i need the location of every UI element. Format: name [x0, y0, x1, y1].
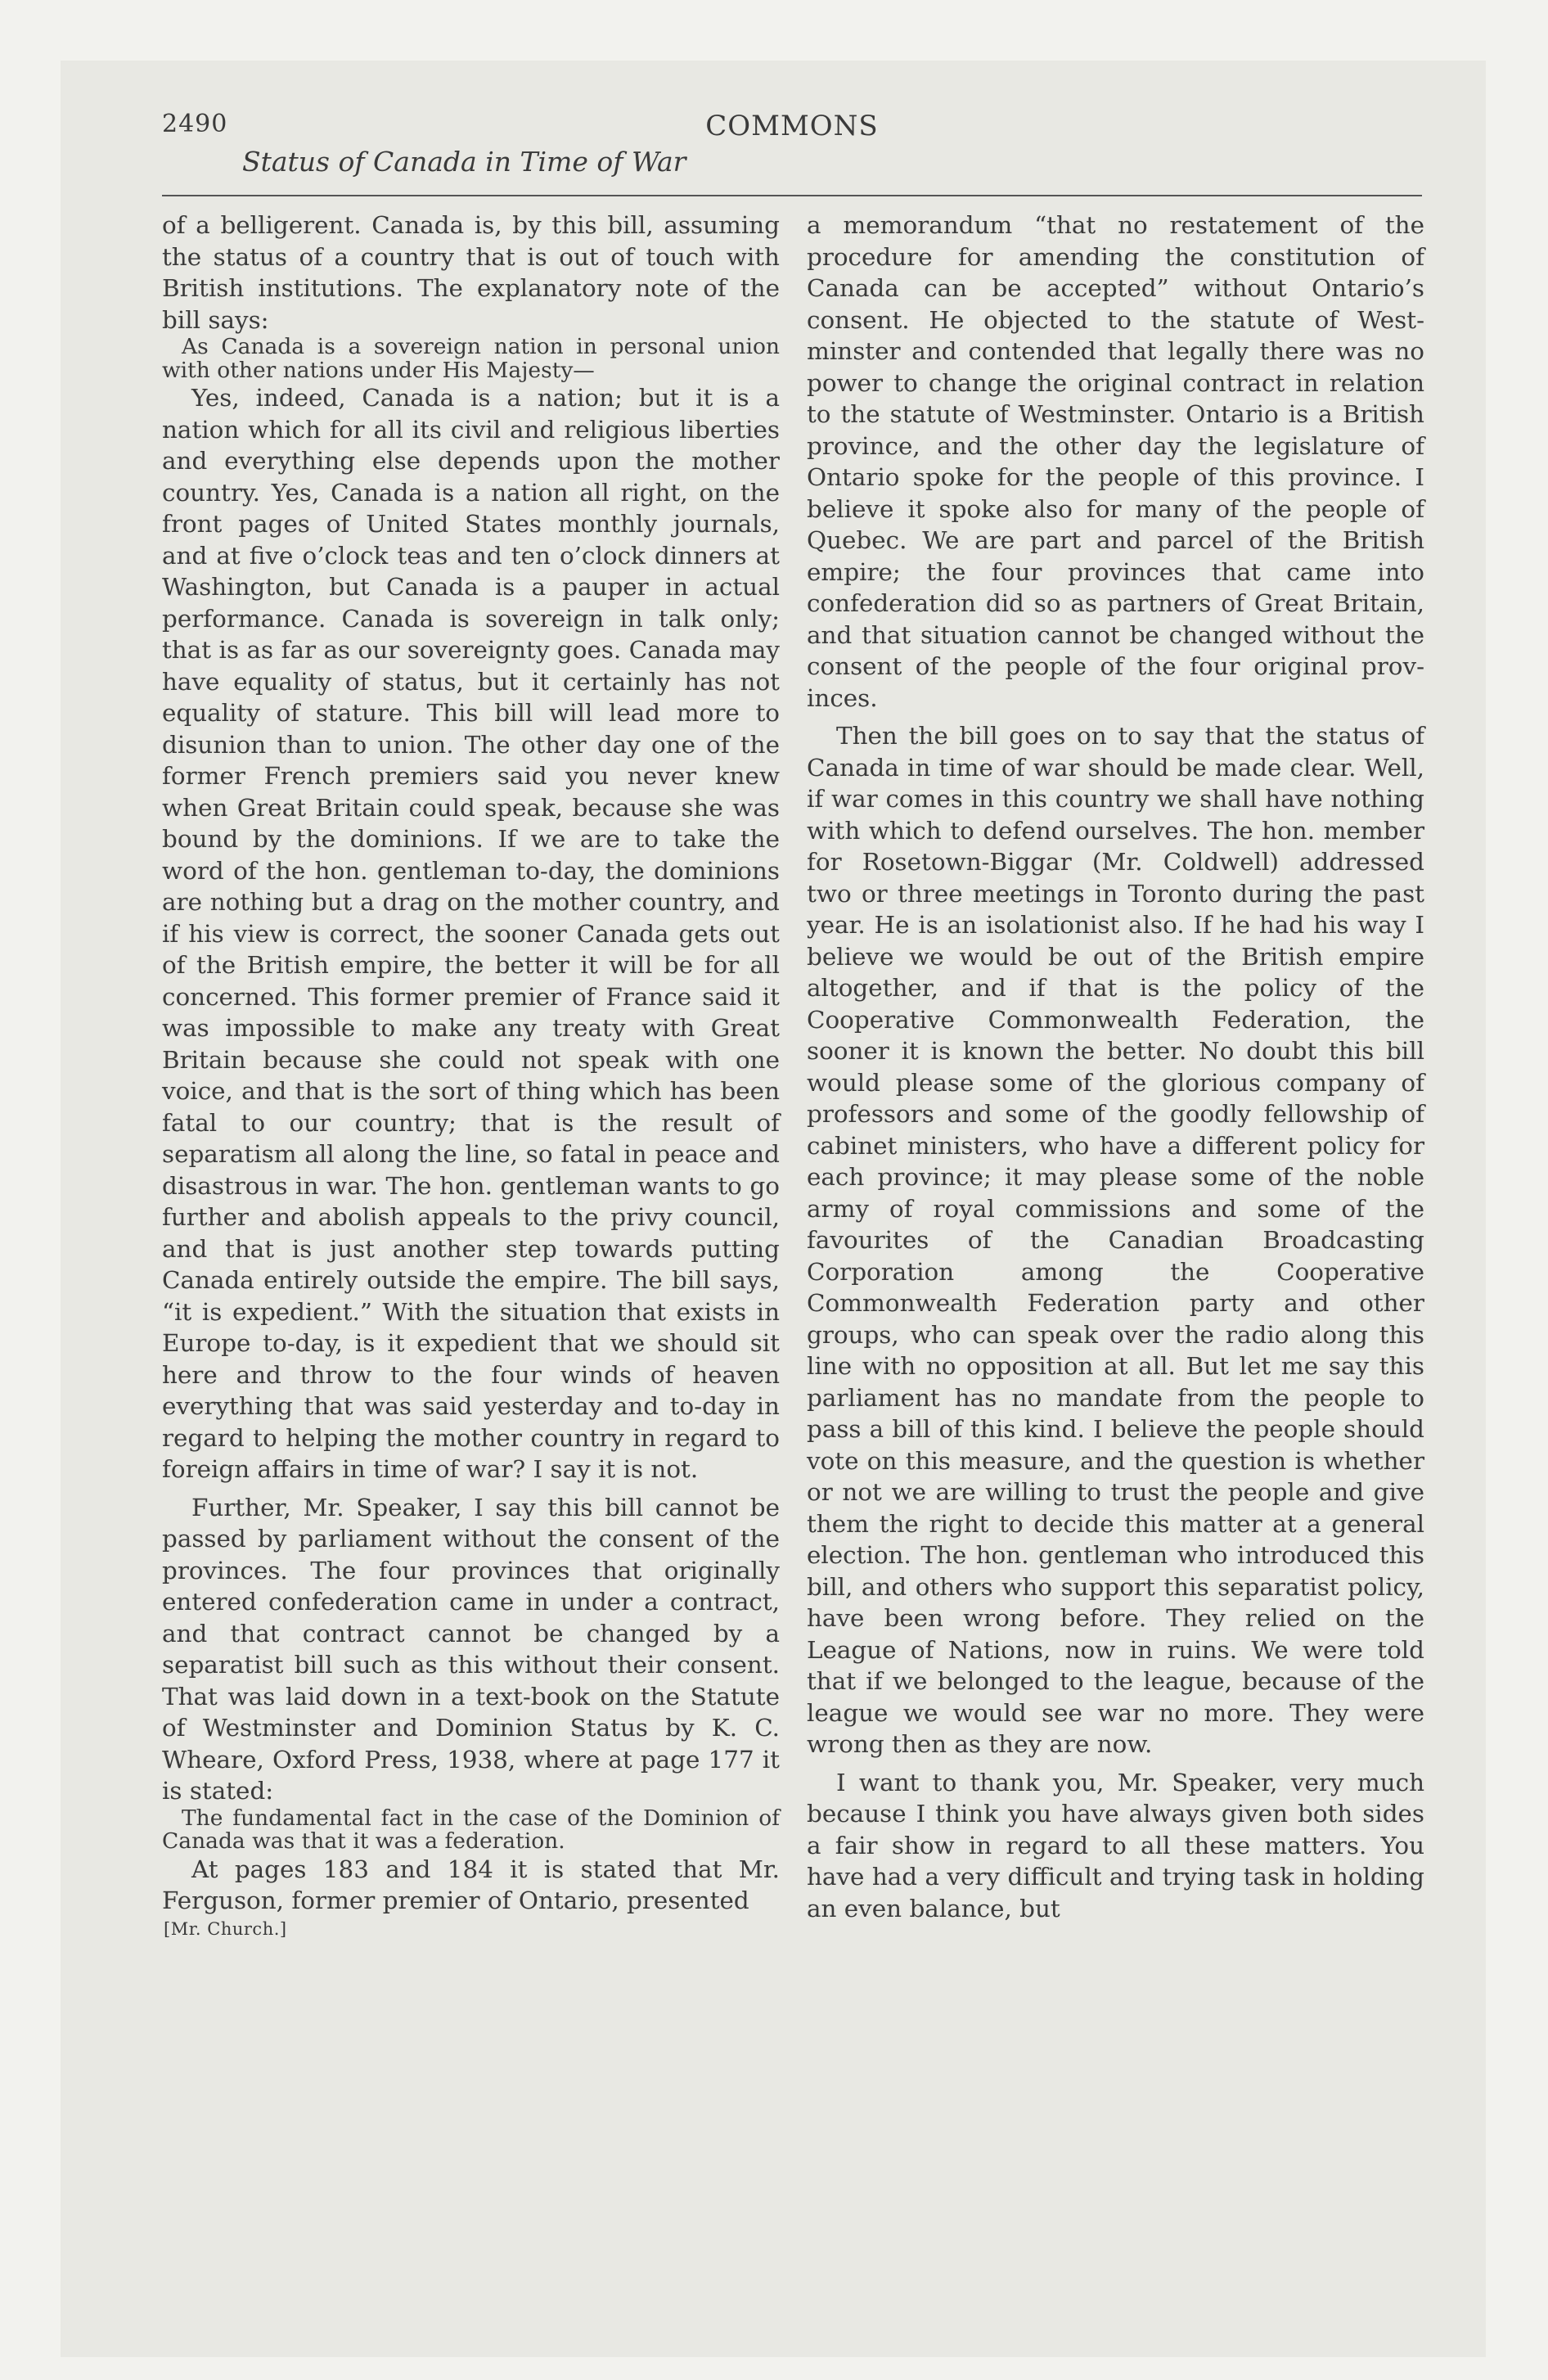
paragraph: Then the bill goes on to say that the status of Canada in time of war should be made clear. Well, if war comes in this country we shall have nothing with which to defend ourselves. The hon. member for Rosetown-Biggar (Mr. Coldwell) addressed two or three meetings in Toronto during the past year. He is an isolationist also. If he had his way I believe we would be out of the British empire altogether, and if that is the policy of the Cooperative Commonwealth Federation, the sooner it is known the better. No doubt this bill would please some of the glorious company of professors and some of the goodly fellowship of cabinet ministers, who have a different policy for each province; it may please some of the noble army of royal commissions and some of the favourites of the Canadian Broadcasting Corporation among the Cooperative Commonwealth Federation party and other groups, who can speak over the radio along this line with no opposition at all. But let me say this parliament has no mandate from the people to pass a bill of this kind. I believe the people should vote on this measure, and the question is whether or not we are willing to trust the people and give them the right to decide this matter at a general election. The hon. gentleman who introduced this bill, and others who support this separatist policy, have been wrong before. They relied on the League of Nations, now in ruins. We were told that if we belonged to the league, because of the league we would see war no more. They were wrong then as they are now.: [807, 722, 1424, 1758]
page-header: [162, 105, 1422, 196]
paragraph: At pages 183 and 184 it is stated that Mr. Ferguson, former premier of Ontario, presented: [162, 1855, 780, 1914]
paragraph: I want to thank you, Mr. Speaker, very much because I think you have always given both sides a fair show in regard to all these matters. You have had a very difficult and trying task in holding an even balance, but: [807, 1768, 1424, 1922]
block-quote: The fundamental fact in the case of the Dominion of Canada was that it was a federation.: [162, 1805, 780, 1854]
hansard-page: [162, 105, 1422, 2315]
left-column: [162, 210, 780, 1941]
paragraph: of a belligerent. Canada is, by this bill, assuming the status of a country that is out of touch with British institutions. The explanatory note of the bill says:: [162, 211, 780, 334]
section-subtitle: Status of Canada in Time of War: [242, 146, 686, 178]
running-head: COMMONS: [705, 110, 879, 142]
right-column: [807, 210, 1424, 1924]
speaker-attribution: [Mr. Church.]: [164, 1918, 287, 1939]
paragraph: Further, Mr. Speaker, I say this bill cannot be passed by parliament without the consent of the provinces. The four provinces that originally entered confederation came in under a contract, and that contract cannot be changed by a separatist bill such as this without their consent. That was laid down in a text-book on the Statute of Westminster and Dominion Status by K. C. Wheare, Oxford Press, 1938, where at page 177 it is stated:: [162, 1493, 780, 1805]
block-quote: As Canada is a sovereign nation in personal union with other nations under His Majesty—: [162, 334, 780, 383]
text-columns: [162, 210, 1422, 2280]
paragraph: Yes, indeed, Canada is a nation; but it is a nation which for all its civil and religious liberties and everything else depends upon the mother country. Yes, Canada is a nation all right, on the front pages of United States monthly journals, and at five o’clock teas and ten o’clock dinners at Washington, but Canada is a pauper in actual performance. Canada is sovereign in talk only; that is as far as our sovereignty goes. Canada may have equality of status, but it certainly has not equality of stature. This bill will lead more to disunion than to union. The other day one of the former French premiers said you never knew when Great Britain could speak, because she was bound by the dominions. If we are to take the word of the hon. gentleman to-day, the dominions are nothing but a drag on the mother country, and if his view is correct, the sooner Canada gets out of the British empire, the better it will be for all concerned. This former premier of France said it was impossible to make any treaty with Great Britain because she could not speak with one voice, and that is the sort of thing which has been fatal to our country; that is the result of separatism all along the line, so fatal in peace and disastrous in war. The hon. gentleman wants to go further and abolish appeals to the privy council, and that is just another step towards putting Canada entirely outside the empire. The bill says, “it is expedient.” With the situation that exists in Europe to-day, is it expedient that we should sit here and throw to the four winds of heaven everything that was said yesterday and to-day in regard to helping the mother country in regard to foreign affairs in time of war? I say it is not.: [162, 384, 780, 1483]
page-number: 2490: [162, 110, 228, 138]
paragraph: a memorandum “that no restatement of the procedure for amending the constitution of Canada can be accepted” without Ontario’s consent. He objected to the statute of Westminster and contended that legally there was no power to change the original contract in relation to the statute of Westminster. Ontario is a British province, and the other day the legislature of Ontario spoke for the people of this province. I believe it spoke also for many of the people of Quebec. We are part and parcel of the British empire; the four provinces that came into confederation did so as partners of Great Britain, and that situation cannot be changed without the consent of the people of the four original provinces.: [807, 211, 1424, 712]
